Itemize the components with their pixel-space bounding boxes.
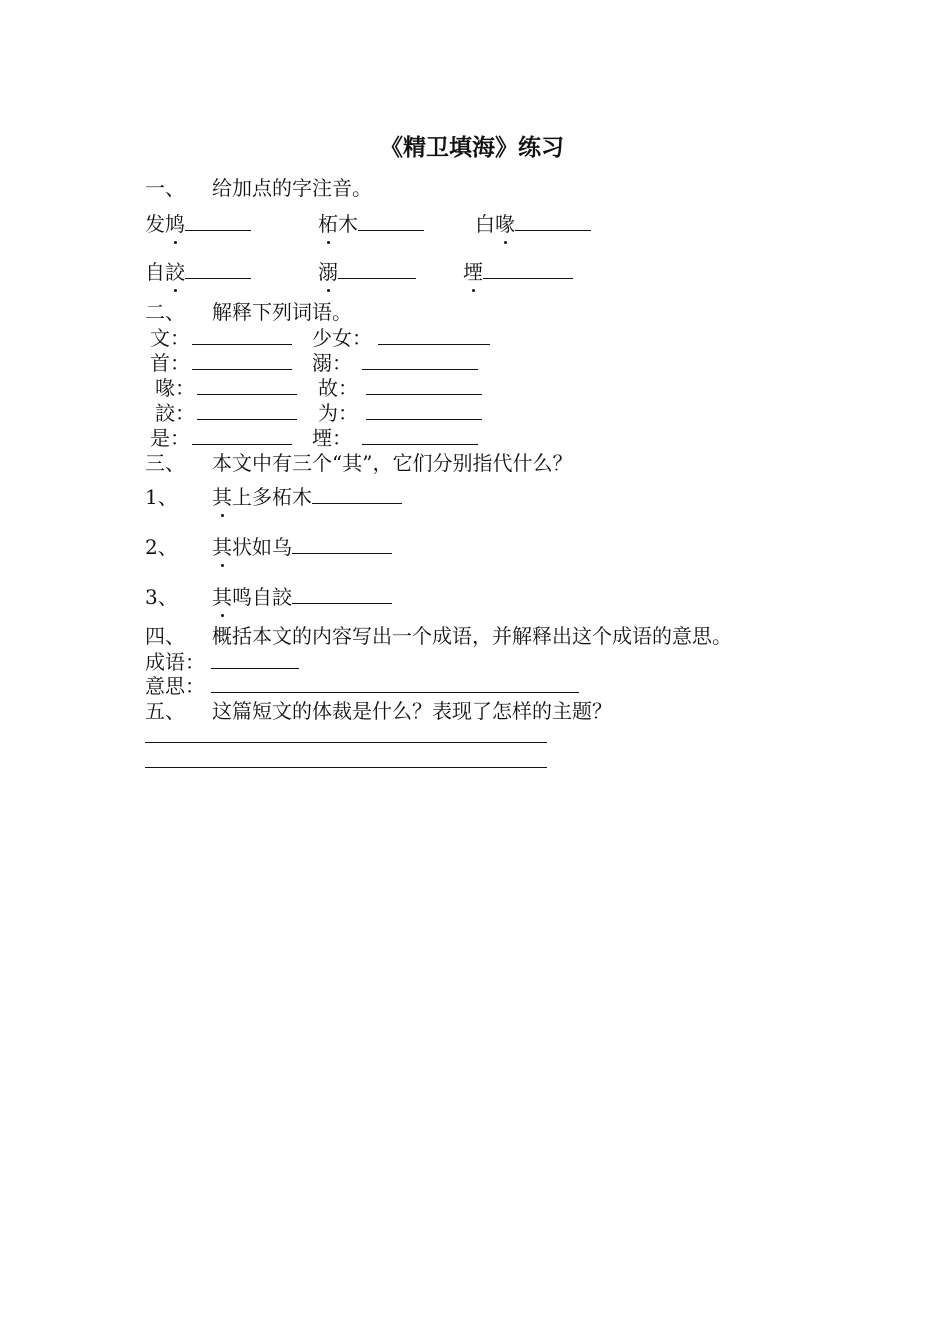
answer-blank[interactable] xyxy=(185,260,251,279)
answer-blank[interactable] xyxy=(483,260,573,279)
q1-number: 一、 xyxy=(145,176,185,200)
answer-blank[interactable] xyxy=(366,401,482,420)
q3-item-1: 其上多柘木 xyxy=(212,485,402,509)
q1-item-zhemu: 柘木 xyxy=(318,212,424,236)
q4-idiom: 成语： xyxy=(145,650,299,674)
q3-item-3: 其鸣自詨 xyxy=(212,585,392,609)
q1-item-yin xyxy=(463,260,573,284)
answer-blank[interactable] xyxy=(362,426,478,445)
answer-blank[interactable] xyxy=(192,351,292,370)
idiom-answer-blank[interactable] xyxy=(211,650,299,669)
answer-blank[interactable] xyxy=(185,212,251,231)
q3-item-2: 其状如乌 xyxy=(212,535,392,559)
answer-blank[interactable] xyxy=(362,351,478,370)
dotted-char: 喙 xyxy=(495,212,515,236)
q2-left-term: 喙： xyxy=(155,376,297,400)
q2-left-term: 文： xyxy=(150,326,292,350)
answer-blank[interactable] xyxy=(197,401,297,420)
answer-line-1[interactable] xyxy=(145,742,547,743)
q3-subnum: 2、 xyxy=(145,535,178,559)
dotted-char: 鸠 xyxy=(165,212,185,236)
q1-item-baihui: 白喙 xyxy=(475,212,591,236)
answer-blank[interactable] xyxy=(515,212,591,231)
dotted-char: 其 xyxy=(212,585,232,609)
answer-blank[interactable] xyxy=(358,212,424,231)
q3-number: 三、 xyxy=(145,451,185,475)
q1-item-ni xyxy=(318,260,416,284)
answer-blank[interactable] xyxy=(366,376,482,395)
q4-number: 四、 xyxy=(145,624,185,648)
q4-meaning: 意思： xyxy=(145,674,579,698)
answer-line-2[interactable] xyxy=(145,767,547,768)
q1-item-fajiu: 发鸠 xyxy=(145,212,251,236)
q2-left-term: 詨： xyxy=(155,401,297,425)
dotted-char: 溺 xyxy=(318,260,338,284)
q2-right-term: 为： xyxy=(318,401,482,425)
answer-blank[interactable] xyxy=(338,260,416,279)
answer-blank[interactable] xyxy=(192,426,292,445)
q2-right-term: 故： xyxy=(318,376,482,400)
dotted-char: 堙 xyxy=(463,260,483,284)
q2-right-term: 溺： xyxy=(312,351,478,375)
q5-number: 五、 xyxy=(145,699,185,723)
q1-item-zixiao: 自詨 xyxy=(145,260,251,284)
answer-blank[interactable] xyxy=(292,535,392,554)
answer-blank[interactable] xyxy=(378,326,490,345)
dotted-char: 柘 xyxy=(318,212,338,236)
dotted-char: 其 xyxy=(212,535,232,559)
page-title: 《精卫填海》练习 xyxy=(380,134,564,161)
answer-blank[interactable] xyxy=(197,376,297,395)
dotted-char: 其 xyxy=(212,485,232,509)
q3-subnum: 1、 xyxy=(145,485,178,509)
dotted-char: 詨 xyxy=(165,260,185,284)
answer-blank[interactable] xyxy=(312,485,402,504)
q5-prompt: 这篇短文的体裁是什么？表现了怎样的主题？ xyxy=(212,699,612,723)
q3-prompt: 本文中有三个“其”，它们分别指代什么？ xyxy=(212,451,573,475)
q4-prompt: 概括本文的内容写出一个成语，并解释出这个成语的意思。 xyxy=(212,624,732,648)
q3-subnum: 3、 xyxy=(145,585,178,609)
answer-blank[interactable] xyxy=(192,326,292,345)
q2-left-term: 首： xyxy=(150,351,292,375)
q1-prompt: 给加点的字注音。 xyxy=(212,176,372,200)
q2-prompt: 解释下列词语。 xyxy=(212,300,352,324)
answer-blank[interactable] xyxy=(292,585,392,604)
q2-left-term: 是： xyxy=(150,426,292,450)
meaning-answer-blank[interactable] xyxy=(211,674,579,693)
q2-number: 二、 xyxy=(145,300,185,324)
q2-right-term: 少女： xyxy=(312,326,490,350)
q2-right-term: 堙： xyxy=(312,426,478,450)
